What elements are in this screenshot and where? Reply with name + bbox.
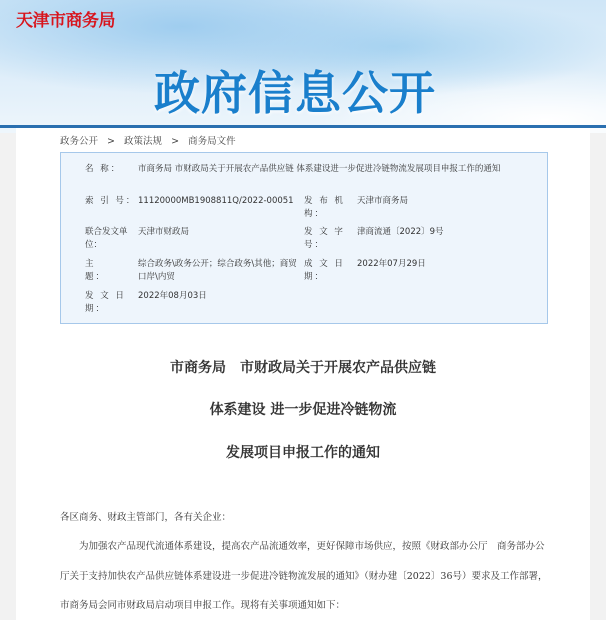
breadcrumb: [60, 133, 242, 147]
banner-title: 政府信息公开: [154, 66, 436, 120]
docno-value: 津商流通〔2022〕9号: [357, 227, 444, 237]
created-label: 成 文 日 期：: [304, 259, 345, 282]
index-label: 索 引 号：: [85, 196, 137, 206]
document-title-line: 市商务局 市财政局关于开展农产品供应链: [170, 360, 436, 376]
breadcrumb-item[interactable]: 政务公开: [60, 136, 99, 147]
created-value: 2022年07月29日: [357, 259, 426, 269]
document-info-table: [60, 152, 548, 324]
body-paragraph: 厅关于支持加快农产品供应链体系建设进一步促进冷链物流发展的通知》（财办建〔2022〕36号）要求及工作部署，: [60, 571, 548, 582]
breadcrumb-item[interactable]: 商务局文件: [188, 136, 236, 147]
body-paragraph: 为加强农产品现代流通体系建设，提高农产品流通效率，更好保障市场供应，按照《财政部办公厅 商务部办公: [60, 541, 545, 552]
document-title-line: 体系建设 进一步促进冷链物流: [209, 402, 397, 418]
publisher-value: 天津市商务局: [357, 196, 409, 206]
name-label: 名 称：: [85, 164, 122, 174]
topic-value: 综合政务\政务公开；综合政务\其他；商贸口岸\内贸: [138, 259, 297, 282]
docno-label: 发 文 字 号：: [304, 227, 345, 250]
site-logo[interactable]: 天津市商务局: [16, 11, 115, 31]
topic-label: 主 题：: [85, 259, 107, 282]
index-value: 11120000MB1908811Q/2022-00051: [138, 196, 294, 206]
body-paragraph: 各区商务、财政主管部门，各有关企业：: [60, 512, 232, 523]
publisher-label: 发 布 机 构：: [304, 196, 345, 219]
joint-value: 天津市财政局: [138, 227, 190, 237]
joint-label: 联合发文单位：: [85, 227, 128, 250]
body-paragraph: 市商务局会同市财政局启动项目申报工作。现将有关事项通知如下：: [60, 600, 346, 611]
breadcrumb-separator: >: [171, 136, 180, 147]
name-value: 市商务局 市财政局关于开展农产品供应链 体系建设进一步促进冷链物流发展项目申报工作的通知: [138, 164, 501, 174]
banner: [0, 0, 606, 133]
issued-value: 2022年08月03日: [138, 291, 207, 301]
document-title-line: 发展项目申报工作的通知: [226, 445, 380, 461]
issued-label: 发 文 日 期：: [85, 291, 126, 314]
breadcrumb-item[interactable]: 政策法规: [124, 136, 163, 147]
breadcrumb-separator: >: [107, 136, 116, 147]
